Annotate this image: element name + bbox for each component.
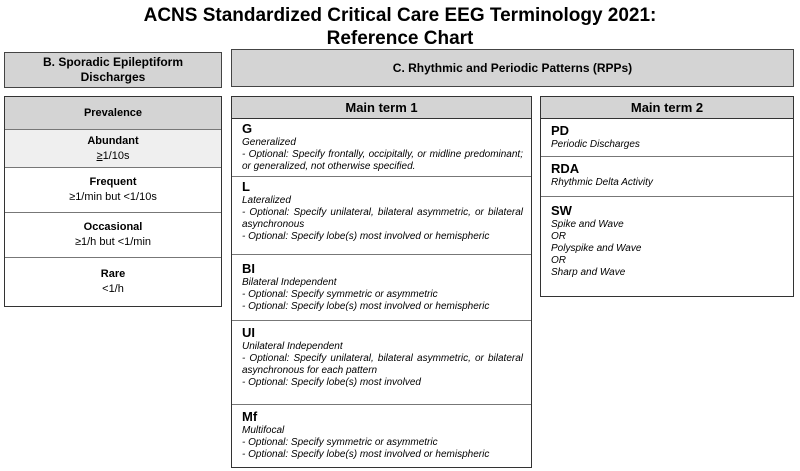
term-code: UI — [242, 325, 255, 340]
term-code: G — [242, 121, 253, 136]
term-name: Lateralized — [242, 195, 291, 206]
term-rhythmic-delta-activity — [541, 157, 793, 197]
term-code: RDA — [551, 161, 580, 176]
term-line: OR — [551, 231, 566, 242]
main-term-2-table — [540, 96, 794, 297]
term-option: - Optional: Specify symmetric or asymmetric — [242, 289, 438, 300]
term-line: Sharp and Wave — [551, 267, 626, 278]
prevalence-value: <1/h — [102, 283, 124, 295]
main-term-1-table — [231, 96, 532, 468]
title-line-1: ACNS Standardized Critical Care EEG Terminology 2021: — [143, 5, 657, 26]
prevalence-row-occasional — [5, 213, 221, 258]
term-spike-and-wave — [541, 197, 793, 296]
term-option: - Optional: Specify unilateral, bilateral asymmetric, or bilateral asynchronous for each pattern — [242, 353, 523, 376]
term-option: - Optional: Specify unilateral, bilateral asymmetric, or bilateral asynchronous — [242, 207, 523, 230]
prevalence-table — [4, 96, 222, 307]
term-name: Generalized — [242, 137, 296, 148]
term-option: - Optional: Specify lobe(s) most involved — [242, 377, 421, 388]
prevalence-term: Rare — [100, 268, 126, 280]
prevalence-value: ≥1/h but <1/min — [74, 236, 152, 248]
term-bilateral-independent — [232, 255, 531, 321]
term-code: SW — [551, 203, 572, 218]
term-name: Rhythmic Delta Activity — [551, 177, 653, 188]
prevalence-value-prefix: ≥ — [96, 149, 103, 162]
section-c-header — [231, 49, 794, 87]
prevalence-term: Occasional — [83, 221, 143, 233]
term-name: Periodic Discharges — [551, 139, 640, 150]
term-code: PD — [551, 123, 570, 138]
main-term-2-header: Main term 2 — [541, 97, 793, 119]
term-generalized — [232, 119, 531, 177]
term-name: Bilateral Independent — [242, 277, 337, 288]
term-option: - Optional: Specify lobe(s) most involved or hemispheric — [242, 301, 490, 312]
term-code: BI — [242, 261, 255, 276]
term-lateralized — [232, 177, 531, 255]
title-line-2: Reference Chart — [326, 28, 474, 49]
term-option: - Optional: Specify symmetric or asymmetric — [242, 437, 438, 448]
prevalence-row-rare — [5, 258, 221, 306]
prevalence-value: ≥1/min but <1/10s — [69, 191, 157, 203]
prevalence-term: Frequent — [89, 176, 137, 188]
term-line: Spike and Wave — [551, 219, 624, 230]
term-unilateral-independent — [232, 321, 531, 405]
section-b-label-1: B. Sporadic Epileptiform — [42, 55, 183, 69]
page-title — [0, 4, 800, 50]
term-name: Multifocal — [242, 425, 285, 436]
main-term-1-header: Main term 1 — [232, 97, 531, 119]
section-b-label-2: Discharges — [80, 70, 146, 84]
term-line: OR — [551, 255, 566, 266]
prevalence-row-frequent — [5, 168, 221, 213]
prevalence-header-label: Prevalence — [83, 106, 143, 119]
term-code: Mf — [242, 409, 258, 424]
term-multifocal — [232, 405, 531, 467]
prevalence-header — [5, 97, 221, 130]
term-code: L — [242, 179, 250, 194]
section-c-label: C. Rhythmic and Periodic Patterns (RPPs) — [392, 60, 633, 75]
term-option: - Optional: Specify lobe(s) most involved or hemispheric — [242, 231, 490, 242]
prevalence-row-abundant — [5, 130, 221, 168]
section-b-header — [4, 52, 222, 88]
term-line: Polyspike and Wave — [551, 243, 642, 254]
term-option: - Optional: Specify lobe(s) most involved or hemispheric — [242, 449, 490, 460]
term-name: Unilateral Independent — [242, 341, 343, 352]
term-periodic-discharges — [541, 119, 793, 157]
prevalence-value-rest: 1/10s — [102, 149, 130, 162]
term-option: - Optional: Specify frontally, occipitally, or midline predominant; or generalized, not otherwise specified. — [242, 149, 523, 172]
prevalence-value — [5, 149, 221, 164]
prevalence-term: Abundant — [87, 134, 139, 147]
